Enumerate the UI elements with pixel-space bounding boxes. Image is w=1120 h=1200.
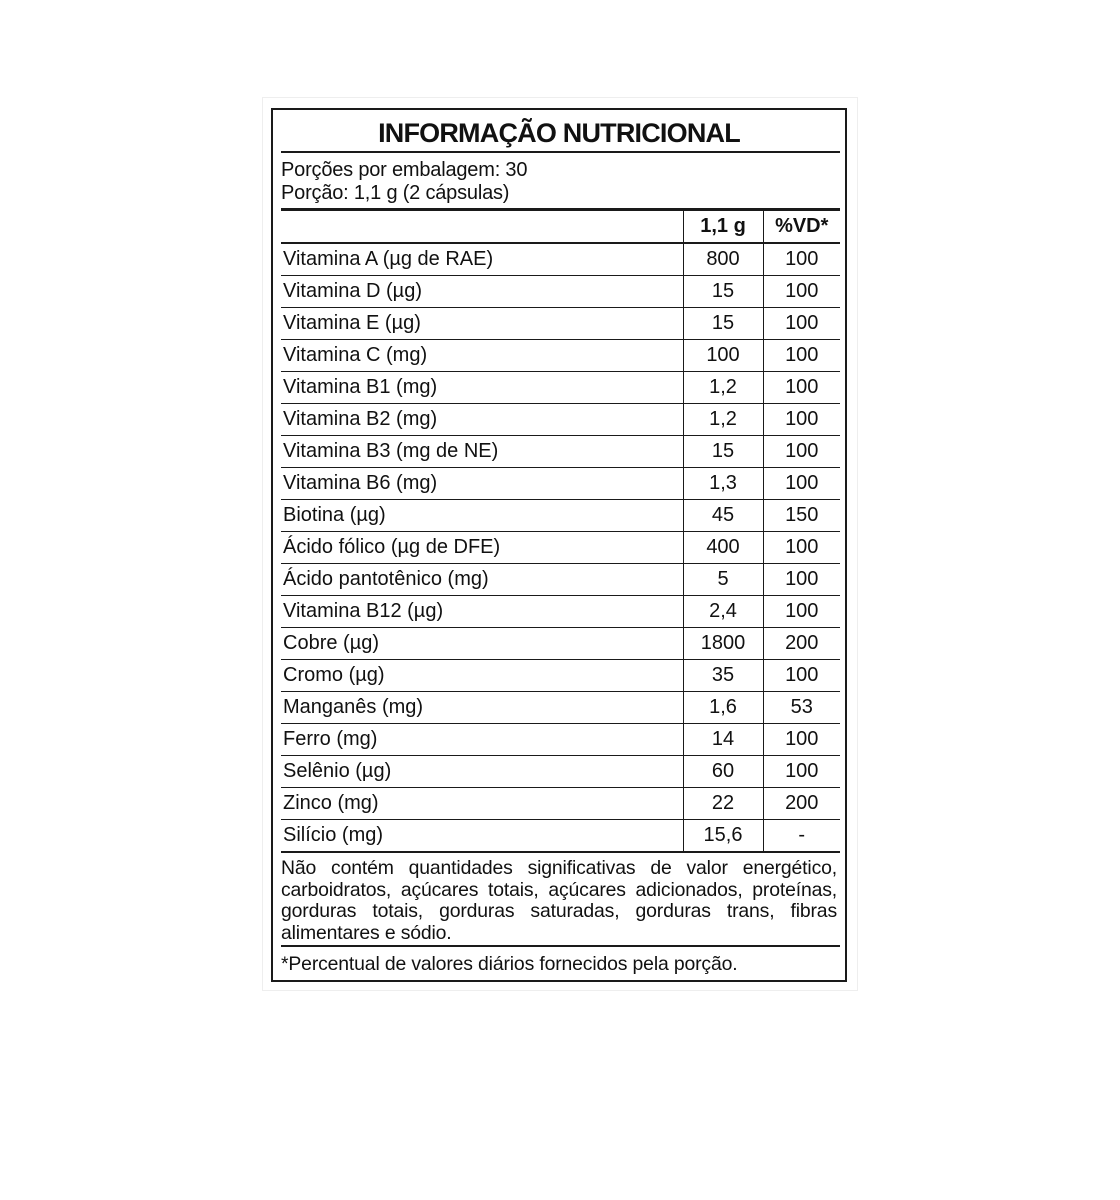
quantity-column-header: 1,1 g: [683, 210, 763, 244]
note-divider: [281, 945, 840, 947]
nutrient-daily-value-cell: 100: [763, 756, 840, 788]
nutrient-quantity-cell: 800: [683, 243, 763, 276]
nutrient-name-cell: Ácido pantotênico (mg): [281, 564, 683, 596]
table-row: [281, 596, 840, 628]
nutrient-name-cell: Vitamina B2 (mg): [281, 404, 683, 436]
nutrient-name-cell: Manganês (mg): [281, 692, 683, 724]
nutrient-name-cell: Silício (mg): [281, 820, 683, 853]
nutrient-daily-value-cell: 100: [763, 340, 840, 372]
nutrient-name-cell: Vitamina D (µg): [281, 276, 683, 308]
nutrient-name-cell: Ácido fólico (µg de DFE): [281, 532, 683, 564]
nutrition-facts-label: [271, 108, 847, 982]
table-row: [281, 628, 840, 660]
nutrient-daily-value-cell: 100: [763, 243, 840, 276]
table-row: [281, 436, 840, 468]
nutrient-table: [281, 208, 840, 853]
table-row: [281, 692, 840, 724]
nutrient-name-cell: Selênio (µg): [281, 756, 683, 788]
nutrient-daily-value-cell: 200: [763, 788, 840, 820]
nutrient-daily-value-cell: 200: [763, 628, 840, 660]
table-row: [281, 372, 840, 404]
nutrient-name-cell: Cobre (µg): [281, 628, 683, 660]
nutrient-name-cell: Vitamina B1 (mg): [281, 372, 683, 404]
nutrient-daily-value-cell: 100: [763, 660, 840, 692]
nutrient-quantity-cell: 22: [683, 788, 763, 820]
nutrient-daily-value-cell: 100: [763, 308, 840, 340]
table-row: [281, 820, 840, 853]
table-header-row: [281, 210, 840, 244]
nutrient-daily-value-cell: 100: [763, 372, 840, 404]
nutrient-quantity-cell: 5: [683, 564, 763, 596]
nutrient-quantity-cell: 35: [683, 660, 763, 692]
nutrient-daily-value-cell: 100: [763, 436, 840, 468]
nutrient-quantity-cell: 1,2: [683, 372, 763, 404]
nutrient-daily-value-cell: 150: [763, 500, 840, 532]
nutrient-daily-value-cell: 100: [763, 468, 840, 500]
nutrient-daily-value-cell: -: [763, 820, 840, 853]
title-divider: [281, 151, 840, 153]
nutrient-column-header: [281, 210, 683, 244]
nutrient-daily-value-cell: 53: [763, 692, 840, 724]
nutrient-quantity-cell: 60: [683, 756, 763, 788]
nutrient-quantity-cell: 1,2: [683, 404, 763, 436]
label-title: INFORMAÇÃO NUTRICIONAL: [378, 118, 740, 148]
nutrient-quantity-cell: 100: [683, 340, 763, 372]
nutrient-quantity-cell: 400: [683, 532, 763, 564]
insignificant-amounts-note: Não contém quantidades significativas de valor energético, carboidratos, açúcares totais, açúcares adicionados, proteínas, gorduras totais, gorduras saturadas, gorduras trans, fibras alimentares e sódio.: [281, 857, 837, 944]
nutrient-daily-value-cell: 100: [763, 276, 840, 308]
serving-size: Porção: 1,1 g (2 cápsulas): [281, 182, 510, 204]
table-row: [281, 276, 840, 308]
servings-per-package: Porções por embalagem: 30: [281, 159, 528, 181]
nutrient-rows: [281, 243, 840, 852]
nutrient-name-cell: Ferro (mg): [281, 724, 683, 756]
nutrient-name-cell: Vitamina A (µg de RAE): [281, 243, 683, 276]
table-row: [281, 500, 840, 532]
nutrient-quantity-cell: 15: [683, 276, 763, 308]
table-row: [281, 308, 840, 340]
nutrient-name-cell: Vitamina B6 (mg): [281, 468, 683, 500]
nutrient-daily-value-cell: 100: [763, 596, 840, 628]
nutrient-quantity-cell: 15: [683, 436, 763, 468]
table-row: [281, 756, 840, 788]
nutrient-quantity-cell: 1,3: [683, 468, 763, 500]
daily-value-column-header: %VD*: [763, 210, 840, 244]
nutrient-name-cell: Biotina (µg): [281, 500, 683, 532]
nutrient-name-cell: Vitamina E (µg): [281, 308, 683, 340]
nutrient-quantity-cell: 14: [683, 724, 763, 756]
nutrient-quantity-cell: 1800: [683, 628, 763, 660]
nutrient-quantity-cell: 2,4: [683, 596, 763, 628]
nutrient-quantity-cell: 1,6: [683, 692, 763, 724]
nutrient-name-cell: Vitamina B3 (mg de NE): [281, 436, 683, 468]
nutrient-name-cell: Cromo (µg): [281, 660, 683, 692]
table-row: [281, 788, 840, 820]
nutrient-daily-value-cell: 100: [763, 724, 840, 756]
table-row: [281, 532, 840, 564]
table-row: [281, 468, 840, 500]
nutrient-daily-value-cell: 100: [763, 532, 840, 564]
table-row: [281, 340, 840, 372]
nutrient-daily-value-cell: 100: [763, 404, 840, 436]
table-row: [281, 660, 840, 692]
nutrient-quantity-cell: 15,6: [683, 820, 763, 853]
nutrient-daily-value-cell: 100: [763, 564, 840, 596]
nutrient-name-cell: Zinco (mg): [281, 788, 683, 820]
nutrient-quantity-cell: 45: [683, 500, 763, 532]
table-row: [281, 243, 840, 276]
daily-value-footnote: *Percentual de valores diários fornecidos pela porção.: [281, 953, 738, 975]
nutrient-name-cell: Vitamina C (mg): [281, 340, 683, 372]
nutrient-name-cell: Vitamina B12 (µg): [281, 596, 683, 628]
table-row: [281, 564, 840, 596]
nutrient-quantity-cell: 15: [683, 308, 763, 340]
table-row: [281, 404, 840, 436]
table-row: [281, 724, 840, 756]
